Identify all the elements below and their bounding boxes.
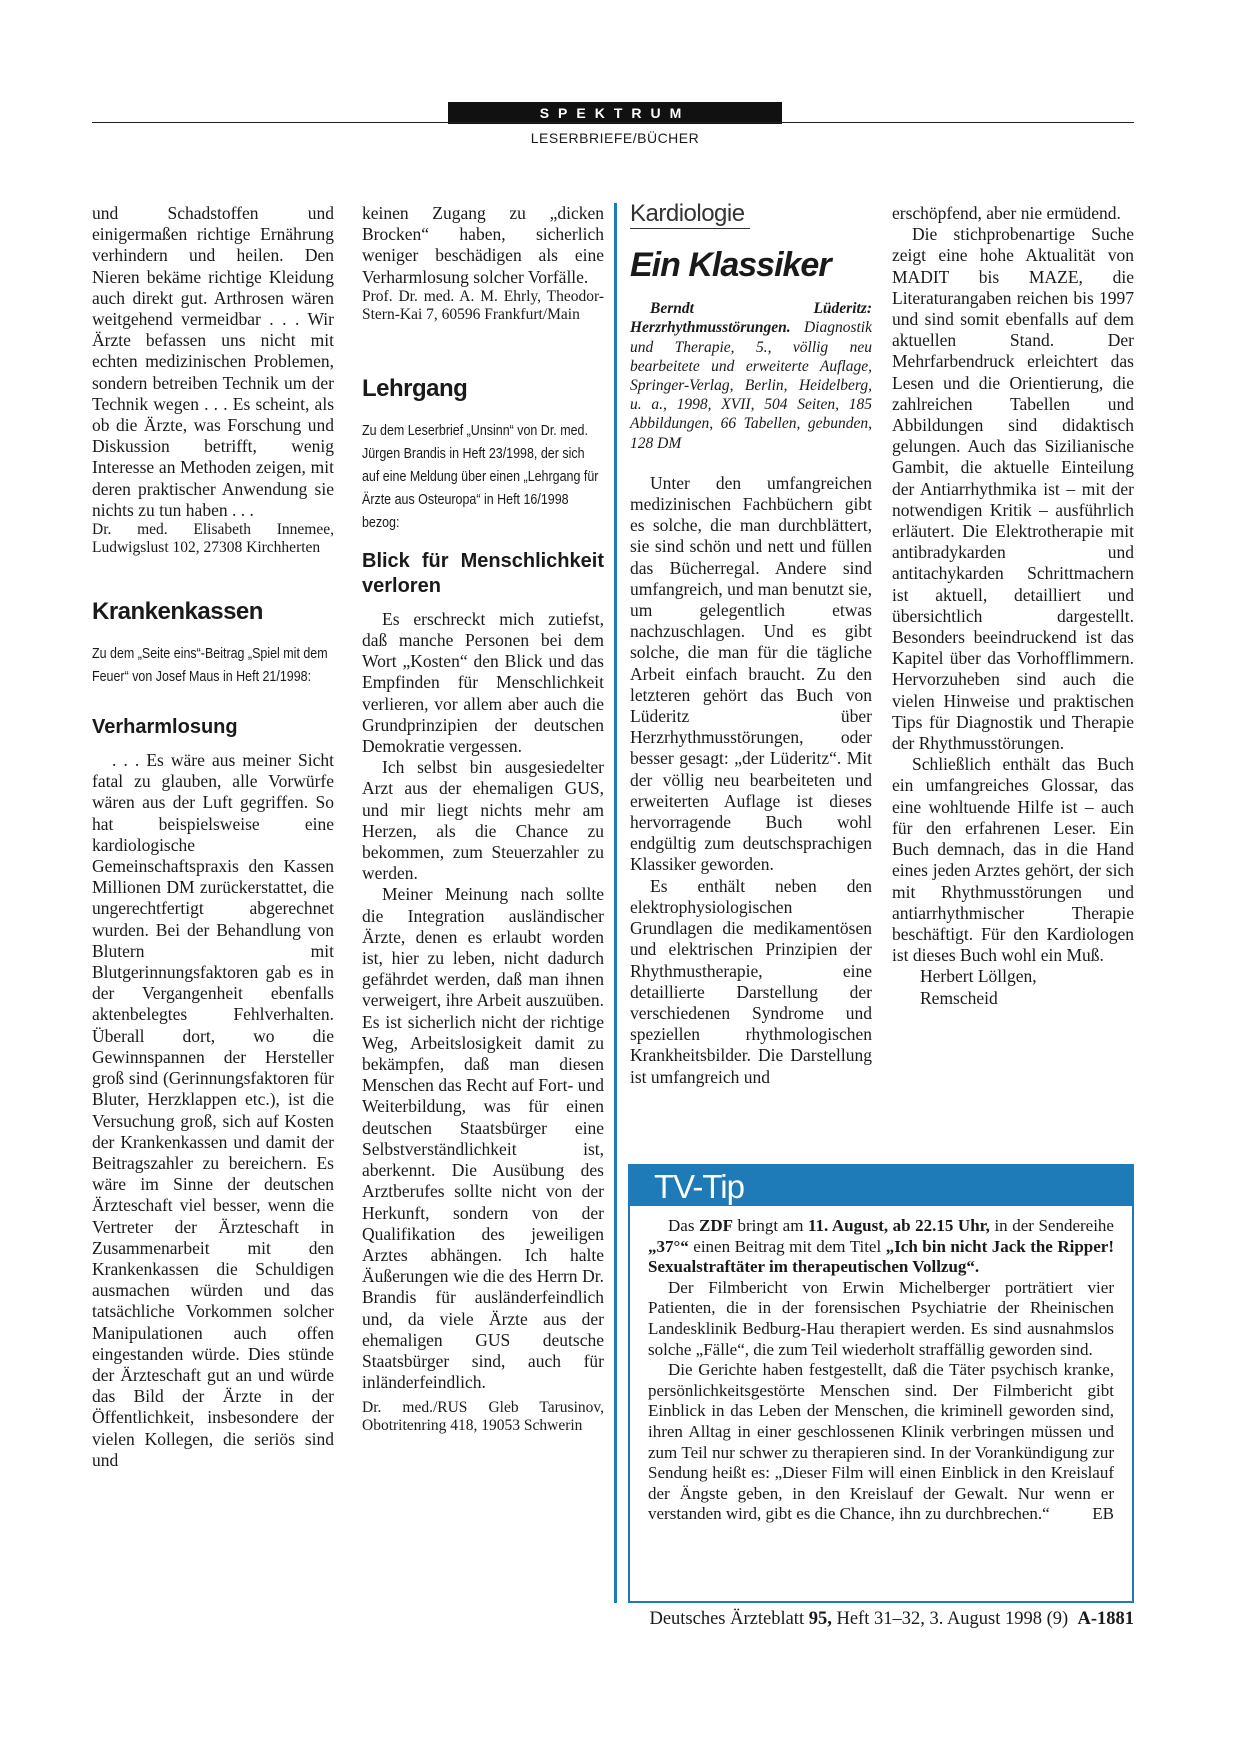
tv-tip-box	[628, 1164, 1134, 1603]
series-name: „37°“	[648, 1236, 689, 1256]
letter-signature: Dr. med. Elisabeth Innemee, Ludwigslust 102, 27308 Kirchherten	[92, 521, 334, 557]
letter-text: keinen Zugang zu „dicken Brocken“ haben, sicherlich weniger beschädigen als eine Verharmlosung solcher Vorfälle.	[362, 203, 604, 287]
letter-paragraph: Es erschreckt mich zutiefst, daß manche Personen bei dem Wort „Kosten“ den Blick und das Empfinden für Menschlichkeit verlieren, vor allem aber auch die Grundprinzipien der deutschen Demokratie vergessen.	[362, 608, 604, 757]
tv-tip-text	[648, 1216, 1114, 1525]
letter-subheading: Blick für Menschlichkeit verloren	[362, 549, 604, 597]
subsection-label: LESERBRIEFE/BÜCHER	[530, 130, 700, 146]
review-paragraph: Es enthält neben den elektrophysiologischen Grundlagen die medikamentösen und elektrischen Prinzipien der Rhythmustherapie, eine detaillierte Darstellung der verschiedenen Syndrome und speziellen rhythmologischen Krankheitsbilder. Die Darstellung ist umfangreich und	[630, 875, 872, 1087]
review-headline: Ein Klassiker	[630, 246, 831, 285]
column-3	[630, 200, 873, 1088]
book-details: Diagnostik und Therapie, 5., völlig neu bearbeitete und erweiterte Auflage, Springer-Verlag, Berlin, Heidelberg, u. a., 1998, XVII, 504 Seiten, 185 Abbildungen, 66 Tabellen, gebunden, 128 DM	[630, 319, 872, 452]
column-divider	[614, 203, 617, 1603]
journal-name: Deutsches Ärzteblatt	[649, 1609, 805, 1629]
letter-intro: Zu dem Leserbrief „Unsinn“ von Dr. med. Jürgen Brandis in Heft 23/1998, der sich auf eine Meldung über einen „Lehrgang für Ärzte aus Osteuropa“ in Heft 16/1998 bezog:	[362, 422, 599, 531]
author-initials: EB	[1092, 1504, 1114, 1524]
review-paragraph: erschöpfend, aber nie ermüdend.	[892, 203, 1121, 223]
program-title: „Ich bin nicht Jack the Ripper! Sexualstraftäter im therapeutischen Vollzug“.	[648, 1236, 1114, 1277]
section-heading: Lehrgang	[362, 374, 468, 402]
column-1	[92, 203, 334, 1471]
text-run: Die Gerichte haben festgestellt, daß die Täter psychisch kranke, persönlichkeitsgestörte Menschen sind. Der Filmbericht gibt Einblick in das Leben der Menschen, die kriminell geworden sind, ihren Alltag in einer geschlossenen Klinik verbringen müssen und zum Teil nur schwer zu therapieren sind. In der Vorankündigung zur Sendung heißt es: „Dieser Film will einen Einblick in den Kreislauf der Ängste geben, in den Kreislauf der Gewalt. Nur wenn er verstanden wird, gibt es die Chance, ihn zu durchbrechen.“	[648, 1360, 1114, 1524]
text-run: einen Beitrag mit dem Titel	[688, 1236, 886, 1256]
letter-subheading: Verharmlosung	[92, 716, 238, 739]
kicker-rule	[630, 228, 750, 229]
review-kicker: Kardiologie	[630, 200, 745, 227]
letter-paragraph: Meiner Meinung nach sollte die Integration ausländischer Ärzte, denen es erlaubt worden ist, hier zu leben, nicht dadurch gefährdet werden, daß man ihnen verweigert, ihre Arbeit auszuüben. Es ist sicherlich nicht der richtige Weg, Arbeitslosigkeit damit zu bekämpfen, daß man diesen Menschen das Recht auf Fort- und Weiterbildung, was für einen deutschen Staatsbürger eine Selbstverständlichkeit ist, aberkennt. Die Ausübung des Arztberufes sollte nicht von der Herkunft, sondern von der Qualifikation des jeweiligen Arztes abhängen. Ich halte Äußerungen wie die des Herrn Dr. Brandis für ausländerfeindlich und, da viele Ärzte aus der ehemaligen GUS deutsche Staatsbürger sind, auch für inländerfeindlich.	[362, 884, 604, 1393]
tv-tip-paragraph: Der Filmbericht von Erwin Michelberger porträtiert vier Patienten, die in der forensischen Psychiatrie der Rheinischen Landesklinik Bedburg-Hau therapiert werden. Es sind ausnahmslos solche „Fälle“, die zum Teil wiederholt straffällig geworden sind.	[648, 1277, 1114, 1359]
header-rule	[92, 122, 1134, 123]
letter-text: und Schadstoffen und einigermaßen richtige Ernährung verhindern und heilen. Den Nieren bekäme richtige Kleidung auch direkt gut. Arthrosen wären weitgehend vermeidbar . . . Wir Ärzte befassen uns nicht mit echten medizinischen Problemen, sondern betreiben Technik um der Technik wegen . . . Es scheint, als ob die Ärzte, was Forschung und Diskussion betrifft, wenig Interesse an Methoden zeigen, mit deren praktischer Anwendung sie nichts zu tun haben . . .	[92, 203, 334, 520]
book-citation	[630, 299, 872, 453]
text-run: in der Sendereihe	[989, 1216, 1114, 1235]
letter-signature: Prof. Dr. med. A. M. Ehrly, Theodor-Stern-Kai 7, 60596 Frankfurt/Main	[362, 287, 604, 323]
review-paragraph: Die stichprobenartige Suche zeigt eine hohe Aktualität von MADIT bis MAZE, die Literaturangaben reichen bis 1997 und sind somit ebenfalls auf dem aktuellen Stand. Der Mehrfarbendruck erleichtert das Lesen und die Orientierung, die zahlreichen Tabellen und Abbildungen sind didaktisch gelungen. Auch das Sizilianische Gambit, die aktuelle Einteilung der Antiarrhythmika ist – mit der notwendigen Kritik – ausführlich erläutert. Die Elektrotherapie mit antibradykarden und antitachykarden Schrittmachern ist aktuell, detailliert und übersichtlich dargestellt. Besonders beeindruckend ist das Kapitel über das Vorhofflimmern. Hervorzuheben sind auch die vielen Hinweise und praktischen Tips für Diagnostik und Therapie der Rhythmusstörungen.	[892, 224, 1134, 754]
column-2	[362, 203, 604, 1435]
book-author-title: Berndt Lüderitz: Herzrhythmusstörungen.	[630, 300, 872, 337]
tv-tip-title: TV-Tip	[654, 1168, 744, 1205]
section-heading: Krankenkassen	[92, 598, 263, 626]
broadcast-date: 11. August, ab 22.15 Uhr,	[807, 1216, 990, 1235]
tv-tip-paragraph	[648, 1216, 1114, 1278]
section-label: SPEKTRUM	[448, 102, 782, 124]
review-paragraph: Unter den umfangreichen medizinischen Fachbüchern gibt es solche, die man durchblättert, sie sind schön und nett und füllen das Bücherregal. Andere sind umfangreich, und man benutzt sie, um gelegentlich etwas nachzuschlagen. Und es gibt solche, die man für die tägliche Arbeit einfach braucht. Zu den letzteren gehört das Buch von Lüderitz über Herzrhythmusstörungen, oder besser gesagt: „der Lüderitz“. Mit der völlig neu bearbeiteten und erweiterten Auflage ist dieses hervorragende Buch wohl endgültig zum deutschsprachigen Klassiker geworden.	[630, 472, 873, 875]
journal-volume: 95,	[808, 1609, 832, 1629]
issue-info: Heft 31–32, 3. August 1998 (9)	[836, 1609, 1069, 1629]
letter-signature: Dr. med./RUS Gleb Tarusinov, Obotritenring 418, 19053 Schwerin	[362, 1399, 604, 1435]
text-run: Das	[668, 1216, 699, 1235]
tv-tip-paragraph	[648, 1360, 1114, 1525]
letter-intro: Zu dem „Seite eins“-Beitrag „Spiel mit dem Feuer“ von Josef Maus in Heft 21/1998:	[92, 646, 328, 686]
broadcaster: ZDF	[698, 1216, 733, 1235]
letter-paragraph: Ich selbst bin ausgesiedelter Arzt aus der ehemaligen GUS, und mir liegt nichts mehr am Herzen, als die Chance zu bekommen, zum Steuerzahler zu werden.	[362, 757, 604, 884]
page-footer	[649, 1609, 1134, 1630]
review-paragraph: Schließlich enthält das Buch ein umfangreiches Glossar, das eine wohltuende Hilfe ist – auch für den erfahrenen Leser. Ein Buch demnach, das in die Hand eines jeden Arztes gehört, der sich mit Rhythmusstörungen und antiarrhythmischer Therapie beschäftigt. Für den Kardiologen ist dieses Buch wohl ein Muß.	[892, 754, 1134, 966]
review-signature-name: Herbert Löllgen,	[920, 966, 1037, 987]
text-run: bringt am	[732, 1216, 808, 1235]
review-signature-place: Remscheid	[920, 987, 998, 1008]
tv-tip-header	[630, 1166, 1132, 1206]
column-4	[892, 203, 1134, 1009]
page-number: A-1881	[1077, 1609, 1134, 1629]
letter-body: . . . Es wäre aus meiner Sicht fatal zu glauben, alle Vorwürfe wären aus der Luft gegriffen. So hat beispielsweise eine kardiologische Gemeinschaftspraxis den Kassen Millionen DM zurückerstattet, die ungerechtfertigt abgerechnet wurden. Bei der Behandlung von Blutern mit Blutgerinnungsfaktoren gab es in der Vergangenheit ebenfalls aktenbelegtes Fehlverhalten. Überall dort, wo die Gewinnspannen der Hersteller groß sind (Gerinnungsfaktoren für Bluter, Herzklappen etc.), ist die Versuchung groß, sich auf Kosten der Krankenkassen und damit der Beitragszahler zu bereichern. Es wäre im Sinne der deutschen Ärzteschaft viel besser, wenn die Vertreter der Ärzteschaft in Zusammenarbeit mit den Krankenkassen die Schuldigen ausmachen würden und das tatsächliche Vorkommen solcher Manipulationen auch offen eingestanden würde. Dies stünde der Ärzteschaft gut an und würde das Bild der Ärzte in der Öffentlichkeit, insbesondere der vielen Kollegen, die seriös sind und	[92, 750, 334, 1470]
